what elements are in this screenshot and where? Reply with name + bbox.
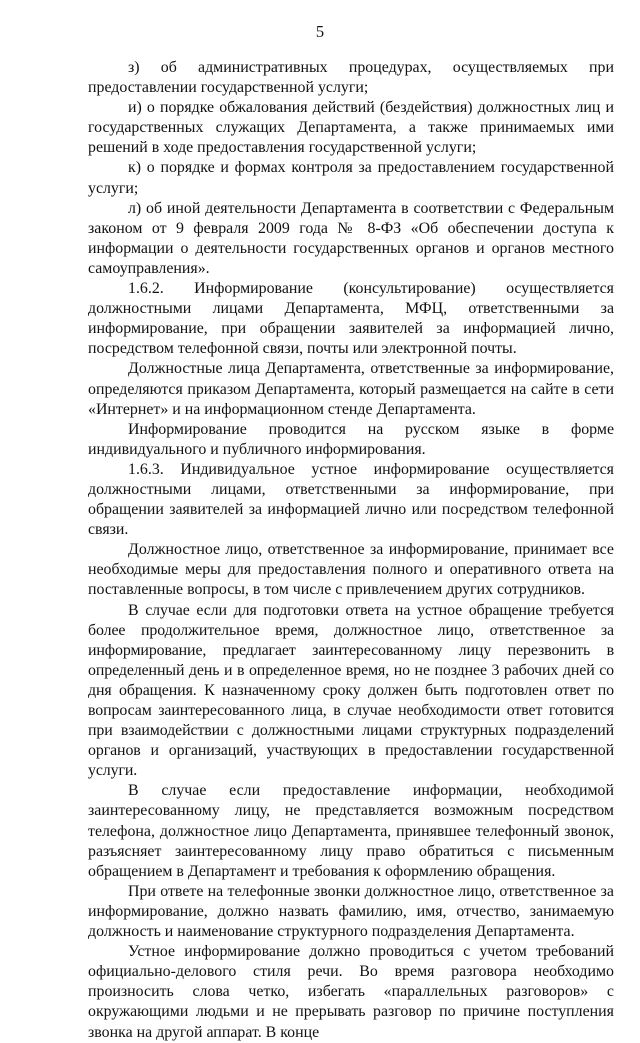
paragraph-i: и) о порядке обжалования действий (бездействия) должностных лиц и государственных служащих Департамента, а также принимаемых ими решений в ходе предоставления государственной услуги;	[88, 99, 614, 157]
paragraph-l: л) об иной деятельности Департамента в соответствии с Федеральным законом от 9 февраля 2009 года № 8-ФЗ «Об обеспечении доступа к информации о деятельности государственных органов и органов местного самоуправления».	[88, 199, 614, 277]
page-number: 5	[315, 22, 325, 41]
paragraph-z: з) об административных процедурах, осуществляемых при предоставлении государственной услуги;	[88, 59, 614, 97]
paragraph-1-6-2: 1.6.2. Информирование (консультирование) осуществляется должностными лицами Департамента, МФЦ, ответственными за информирование, при обращении заявителей за информацией лично, посредством телефонной связи, почты или электронной почты.	[88, 280, 614, 358]
paragraph-responsible-officials: Должностные лица Департамента, ответственные за информирование, определяются приказом Департамента, который размещается на сайте в сети «Интернет» и на информационном стенде Департамента.	[88, 360, 614, 418]
paragraph-official-measures: Должностное лицо, ответственное за информирование, принимает все необходимые меры для предоставления полного и оперативного ответа на поставленные вопросы, в том числе с привлечением других сотрудников.	[88, 541, 614, 599]
paragraph-language: Информирование проводится на русском языке в форме индивидуального и публичного информирования.	[88, 420, 614, 458]
paragraph-phone-impossible: В случае если предоставление информации, необходимой заинтересованному лицу, не представляется возможным посредством телефона, должностное лицо Департамента, принявшее телефонный звонок, разъясняет заинтересованному лицу право обратиться с письменным обращением в Департамент и требования к оформлению обращения.	[88, 782, 614, 880]
paragraph-speech-style: Устное информирование должно проводиться с учетом требований официально-делового стиля речи. Во время разговора необходимо произносить слова четко, избегать «параллельных разговоров» с окружающими людьми и не прерывать разговор по причине поступления звонка на другой аппарат. В конце	[88, 943, 614, 1041]
paragraph-long-preparation: В случае если для подготовки ответа на устное обращение требуется более продолжительное время, должностное лицо, ответственное за информирование, предлагает заинтересованному лицу перезвонить в определенный день и в определенное время, но не позднее 3 рабочих дней со дня обращения. К назначенному сроку должен быть подготовлен ответ по вопросам заинтересованного лица, в случае необходимости ответ готовится при взаимодействии с должностными лицами структурных подразделений органов и организаций, участвующих в предоставлении государственной услуги.	[88, 601, 614, 780]
paragraph-phone-answer: При ответе на телефонные звонки должностное лицо, ответственное за информирование, должно назвать фамилию, имя, отчество, занимаемую должность и наименование структурного подразделения Департамента.	[88, 882, 614, 941]
paragraph-k: к) о порядке и формах контроля за предоставлением государственной услуги;	[88, 159, 614, 197]
document-body	[88, 58, 614, 1043]
paragraph-1-6-3: 1.6.3. Индивидуальное устное информирование осуществляется должностными лицами, ответственными за информирование, при обращении заявителей за информацией лично или посредством телефонной связи.	[88, 460, 614, 539]
